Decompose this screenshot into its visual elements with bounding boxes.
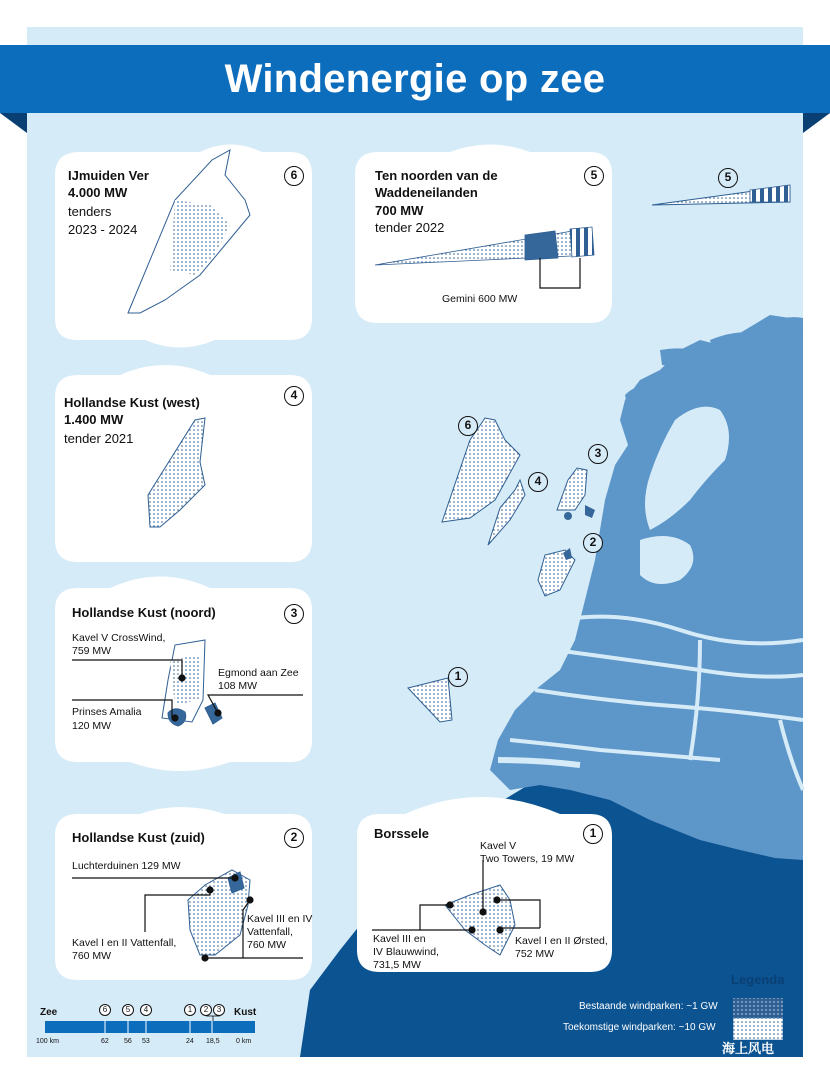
scale-end-km: 0 km — [236, 1038, 252, 1045]
hk-zuid-badge: 2 — [284, 828, 304, 848]
ijmuiden-capacity: 4.000 MW — [68, 185, 128, 200]
scale-km-53: 53 — [142, 1038, 150, 1045]
scale-km-56: 56 — [124, 1038, 132, 1045]
egmond-label-1: Egmond aan Zee — [218, 667, 299, 679]
legend-title: Legenda — [731, 972, 785, 987]
scale-start-km: 100 km — [36, 1038, 59, 1045]
borssele-badge: 1 — [583, 824, 603, 844]
hk-west-tender: tender 2021 — [64, 431, 134, 446]
hk-zuid-name: Hollandse Kust (zuid) — [72, 830, 205, 845]
banner-fold-left — [0, 113, 27, 133]
page-title: Windenergie op zee — [224, 57, 606, 101]
crosswind-label-2: 759 MW — [72, 645, 112, 657]
scale-badge-6: 6 — [99, 1004, 111, 1016]
banner-fold-right — [803, 113, 830, 133]
wadden-name-2: Waddeneilanden — [375, 185, 478, 200]
vattenfall12-label-2: 760 MW — [72, 950, 112, 962]
legend-future: Toekomstige windparken: ~10 GW — [563, 1022, 716, 1033]
hk-noord-name: Hollandse Kust (noord) — [72, 605, 216, 620]
legend-existing: Bestaande windparken: ~1 GW — [579, 1001, 718, 1012]
scale-badge-2: 2 — [200, 1004, 212, 1016]
scale-right-label: Kust — [234, 1007, 257, 1018]
blauwwind-label-3: 731,5 MW — [373, 959, 421, 971]
orsted-label-1: Kavel I en II Ørsted, — [515, 935, 608, 947]
crosswind-label-1: Kavel V CrossWind, — [72, 632, 166, 644]
amalia-label-1: Prinses Amalia — [72, 706, 142, 718]
scale-badge-3: 3 — [213, 1004, 225, 1016]
scale-km-24: 24 — [186, 1038, 194, 1045]
amalia-label-2: 120 MW — [72, 720, 112, 732]
kavel5-label-1: Kavel V — [480, 840, 517, 852]
borssele-name: Borssele — [374, 826, 429, 841]
map-marker-1: 1 — [448, 667, 468, 687]
vattenfall34-label-1: Kavel III en IV — [247, 913, 313, 925]
scale-badge-1: 1 — [184, 1004, 196, 1016]
map-marker-5: 5 — [718, 168, 738, 188]
hk-noord-badge: 3 — [284, 604, 304, 624]
scale-badge-4: 4 — [140, 1004, 152, 1016]
blauwwind-label-2: IV Blauwwind, — [373, 946, 439, 958]
map-marker-2: 2 — [583, 533, 603, 553]
distance-scale — [45, 1016, 255, 1033]
legend-swatches — [733, 998, 783, 1040]
wadden-badge: 5 — [584, 166, 604, 186]
vattenfall34-label-3: 760 MW — [247, 939, 287, 951]
vattenfall12-label-1: Kavel I en II Vattenfall, — [72, 937, 177, 949]
hk-west-capacity: 1.400 MW — [64, 412, 124, 427]
vattenfall34-label-2: Vattenfall, — [247, 926, 293, 938]
wadden-gemini-label: Gemini 600 MW — [442, 293, 518, 305]
ijmuiden-years: 2023 - 2024 — [68, 222, 138, 237]
scale-km-18-5: 18,5 — [206, 1038, 220, 1045]
map-wadden-stripes — [750, 185, 790, 202]
watermark: 海上风电 — [722, 1041, 775, 1056]
blauwwind-label-1: Kavel III en — [373, 933, 426, 945]
egmond-label-2: 108 MW — [218, 680, 258, 692]
ijmuiden-name: IJmuiden Ver — [68, 168, 149, 183]
luchterduinen-label: Luchterduinen 129 MW — [72, 860, 181, 872]
kavel5-label-2: Two Towers, 19 MW — [480, 853, 575, 865]
wadden-tender: tender 2022 — [375, 220, 445, 235]
hk-west-badge: 4 — [284, 386, 304, 406]
scale-left-label: Zee — [40, 1007, 58, 1018]
ijmuiden-badge: 6 — [284, 166, 304, 186]
wadden-name-1: Ten noorden van de — [375, 168, 498, 183]
map-marker-4: 4 — [528, 472, 548, 492]
ijmuiden-tenders: tenders — [68, 204, 112, 219]
scale-badge-5: 5 — [122, 1004, 134, 1016]
wadden-capacity: 700 MW — [375, 203, 424, 218]
hk-west-name: Hollandse Kust (west) — [64, 395, 200, 410]
map-marker-3: 3 — [588, 444, 608, 464]
map-marker-6: 6 — [458, 416, 478, 436]
orsted-label-2: 752 MW — [515, 948, 555, 960]
scale-km-62: 62 — [101, 1038, 109, 1045]
